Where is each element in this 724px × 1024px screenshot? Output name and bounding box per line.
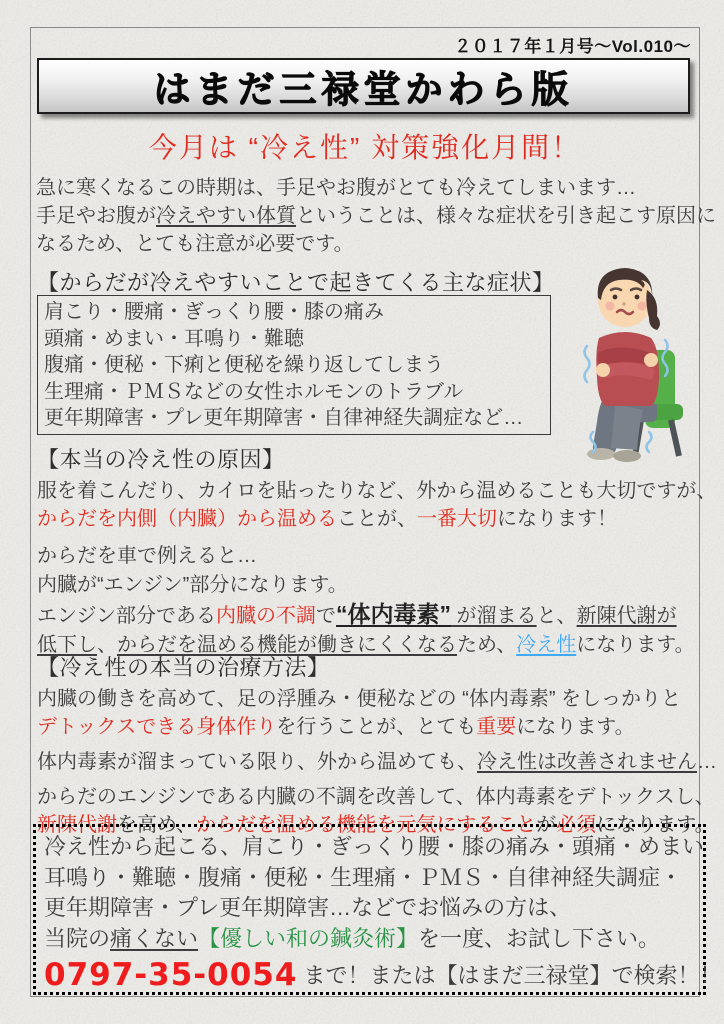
page-border-frame (30, 27, 722, 997)
contact-callout-box (33, 824, 722, 995)
green-service-name: 【優しい和の鍼灸術】 (198, 925, 419, 951)
footer-line1: 冷え性から起こる、肩こり・ぎっくり腰・膝の痛み・頭痛・めまい (44, 834, 705, 859)
red-emphasis: デトックスできる身体作り (37, 716, 277, 738)
red-emphasis: 必須 (556, 814, 597, 836)
red-emphasis: 一番大切 (417, 508, 497, 530)
symptoms-box (37, 295, 551, 435)
phone-number: 0797-35-0054 (44, 957, 298, 993)
red-emphasis: 新陳代謝 (37, 814, 117, 836)
red-emphasis: からだを内側（内臓）から温める (37, 508, 337, 530)
symptom-item: 生理痛・ＰＭＳなどの女性ホルモンのトラブル (44, 380, 464, 403)
red-emphasis: からだを温める機能を元気にすること (196, 814, 537, 836)
monthly-headline: 今月は “冷え性” 対策強化月間！ (148, 132, 582, 163)
intro-paragraph (36, 174, 716, 258)
symptom-item: 腹痛・便秘・下痢と便秘を繰り返してしまう (44, 354, 444, 376)
symptom-item: 頭痛・めまい・耳鳴り・難聴 (44, 327, 304, 350)
shivering-woman-illustration (553, 254, 699, 462)
intro-line3: なるため、とても注意が必要です。 (36, 233, 354, 255)
cause-paragraph-2: からだを車で例えると… 内臓が“エンジン”部分になります。 エンジン部分である内臓の不調で“体内毒素” が溜まると、新陳代謝が 低下し、からだを温める機能が働きにくくなるため、冷え性になります。 (37, 545, 695, 656)
cause-heading: 【本当の冷え性の原因】 (37, 447, 285, 472)
footer-phone-line: 0797-35-0054 まで！または【はまだ三禄堂】で検索！！ (44, 957, 722, 993)
treatment-paragraph-3: からだのエンジンである内臓の不調を改善して、体内毒素をデトックスし、 新陳代謝を高め、からだを温める機能を元気にすることが必須になります。 (37, 786, 715, 836)
cause-section (37, 446, 717, 660)
treatment-heading: 【冷え性の本当の治療方法】 (37, 655, 330, 680)
footer-line3: 更年期障害・プレ更年期障害…などでお悩みの方は、 (44, 895, 572, 920)
cause-paragraph-1: 服を着こんだり、カイロを貼ったりなど、外から温めることも大切ですが、 からだを内側（内臓）から温めることが、一番大切になります！ (37, 480, 717, 530)
treatment-paragraph-1: 内臓の働きを高めて、足の浮腫み・便秘などの “体内毒素” をしっかりと デトックスできる身体作りを行うことが、とても重要になります。 (37, 688, 682, 738)
footer-line2: 耳鳴り・難聴・腹痛・便秘・生理痛・ＰＭＳ・自律神経失調症・ (44, 864, 683, 890)
hiesho-blue-term: 冷え性 (516, 634, 577, 656)
toxin-term: “体内毒素” (336, 601, 451, 627)
treatment-paragraph-2: 体内毒素が溜まっている限り、外から温めても、冷え性は改善されません… (37, 751, 717, 773)
red-emphasis: 重要 (476, 716, 517, 738)
underlined-phrase: 冷えやすい体質 (156, 205, 296, 227)
issue-label: ２０１７年１月号～Vol.010～ (454, 37, 691, 56)
footer-line4: 当院の痛くない【優しい和の鍼灸術】を一度、お試し下さい。 (44, 925, 661, 951)
title-banner (37, 58, 690, 114)
treatment-section (37, 654, 717, 846)
newsletter-title: はまだ三禄堂かわら版 (153, 70, 574, 111)
symptoms-heading: 【からだが冷えやすいことで起きてくる主な症状】 (37, 270, 555, 295)
intro-line2: 手足やお腹が冷えやすい体質ということは、様々な症状を引き起こす原因に (36, 205, 716, 227)
symptom-item: 更年期障害・プレ更年期障害・自律神経失調症など… (44, 407, 524, 429)
red-emphasis: 内臓の不調 (216, 605, 316, 627)
painless-underline: 痛くない (110, 925, 199, 951)
intro-line1: 急に寒くなるこの時期は、手足やお腹がとても冷えてしまいます… (36, 177, 636, 199)
symptom-item: 肩こり・腰痛・ぎっくり腰・膝の痛み (44, 301, 384, 323)
